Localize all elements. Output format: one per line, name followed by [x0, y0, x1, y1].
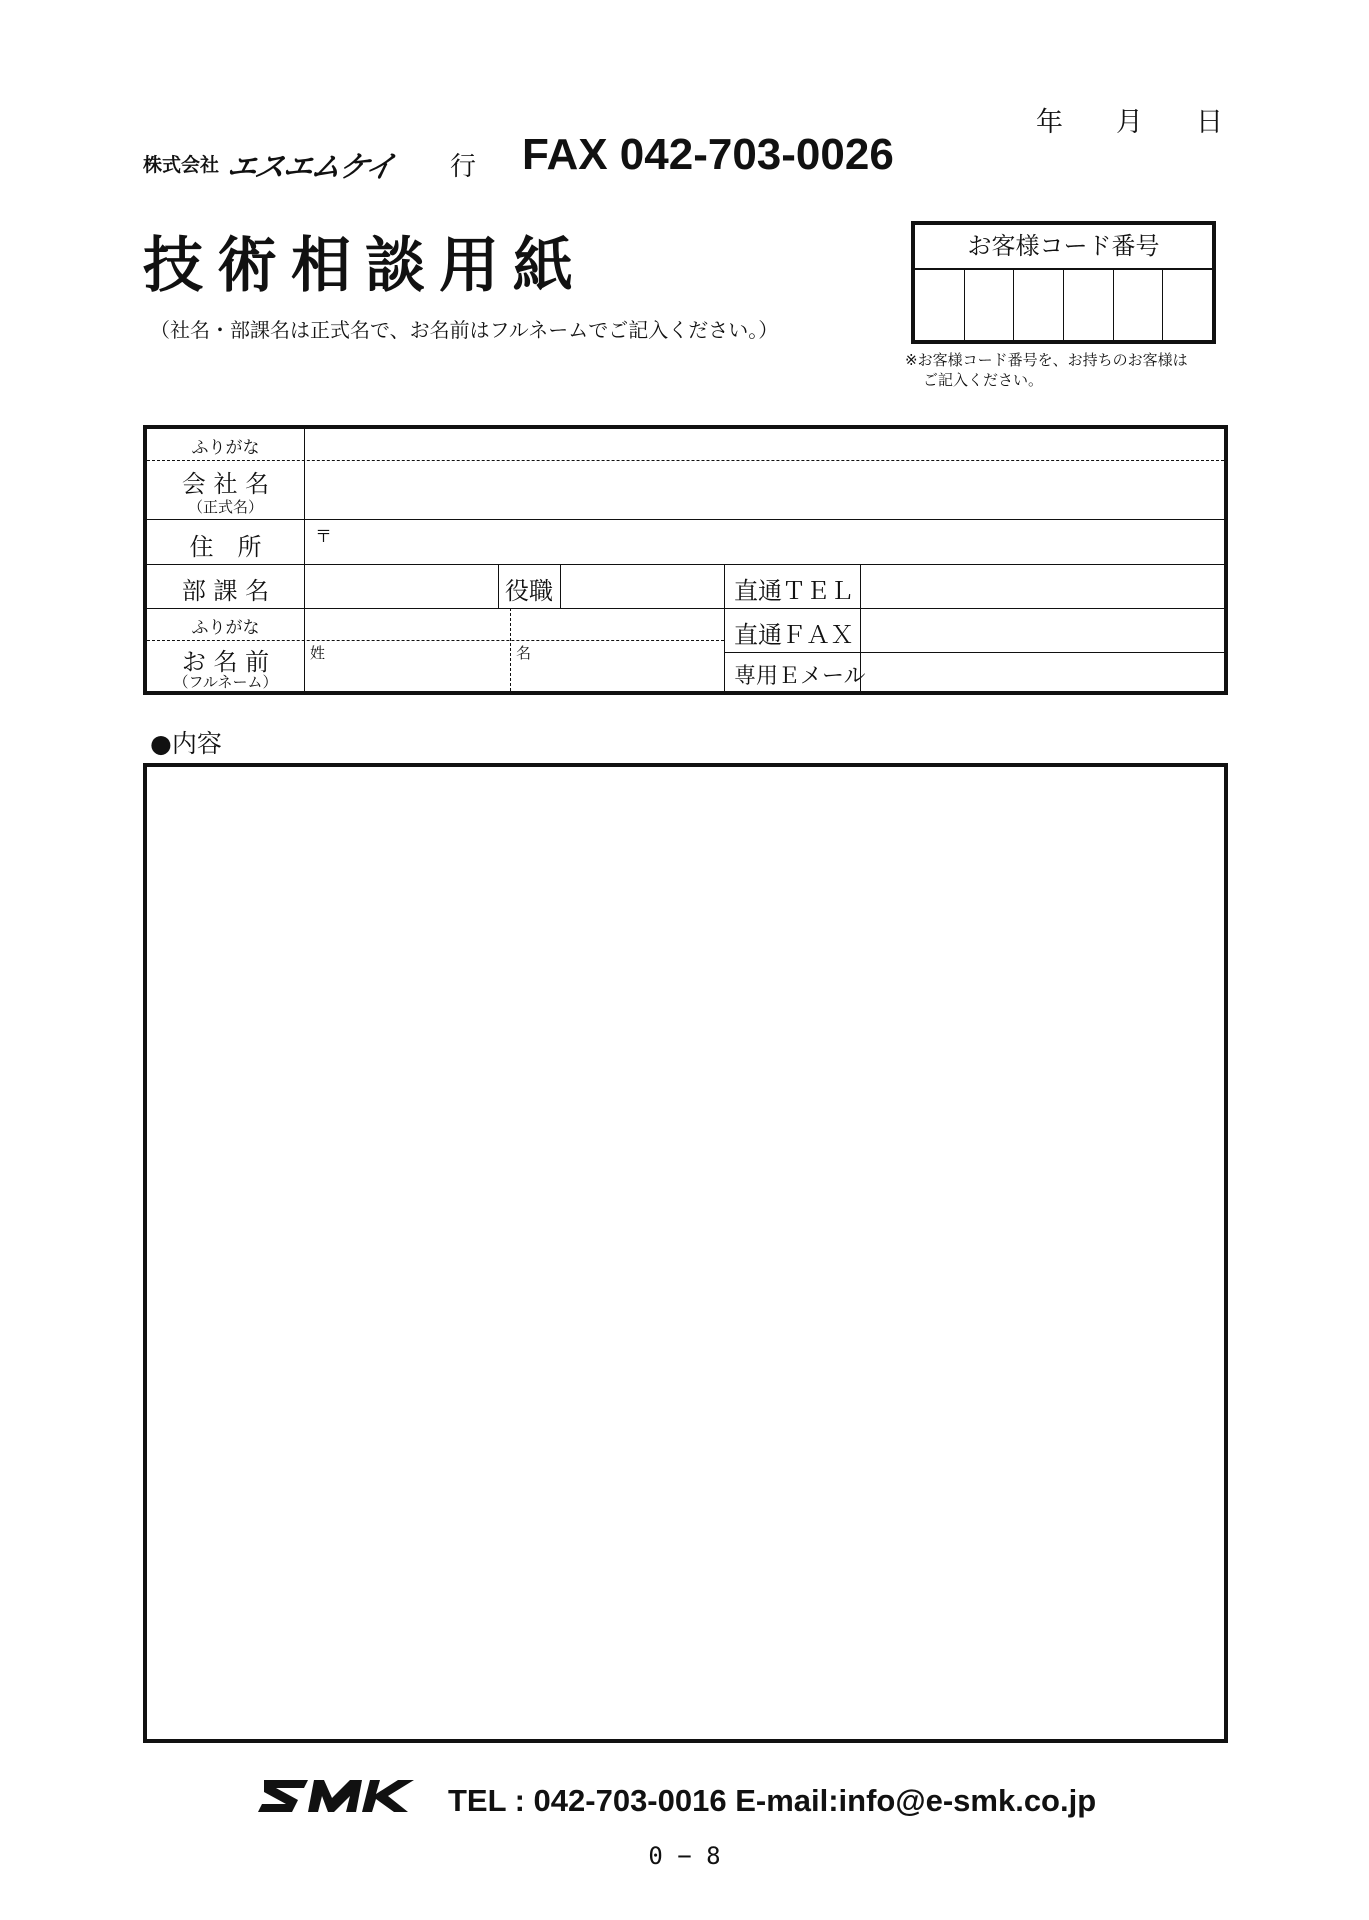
name-sub-label: （フルネーム）	[173, 673, 278, 691]
furigana-label: ふりがな	[191, 438, 260, 458]
cell-divider	[560, 564, 561, 608]
address-label: 住 所	[189, 533, 262, 561]
customer-code-cell[interactable]	[1014, 270, 1064, 340]
instruction-text: （社名・部課名は正式名で、お名前はフルネームでご記入ください。）	[150, 318, 779, 342]
customer-code-cell[interactable]	[965, 270, 1015, 340]
email-label: 専用Ｅメール	[734, 664, 866, 689]
customer-code-note	[905, 350, 1188, 390]
customer-code-note-line1: ※お客様コード番号を、お持ちのお客様は	[905, 351, 1188, 369]
row-divider	[147, 608, 1224, 609]
furigana-label-2: ふりがな	[191, 618, 260, 638]
customer-code-note-line2: ご記入ください。	[923, 371, 1044, 389]
row-divider	[147, 519, 1224, 520]
company-prefix: 株式会社	[143, 154, 220, 176]
customer-code-cell[interactable]	[1114, 270, 1164, 340]
row-divider	[147, 564, 1224, 565]
customer-code-cell[interactable]	[915, 270, 965, 340]
customer-code-box	[911, 221, 1216, 344]
furigana-divider	[147, 640, 724, 641]
page-title: 技術相談用紙	[143, 231, 587, 301]
fax-number-header: FAX 042-703-0026	[522, 130, 894, 179]
company-sub-label: （正式名）	[187, 498, 263, 516]
smk-logo	[258, 1772, 418, 1816]
name-split-divider	[510, 608, 511, 691]
name-label: お 名 前	[181, 648, 270, 676]
customer-code-cell[interactable]	[1163, 270, 1212, 340]
customer-code-cells	[915, 270, 1212, 340]
surname-label: 姓	[310, 644, 326, 662]
customer-code-cell[interactable]	[1064, 270, 1114, 340]
page-number: 0 − 8	[648, 1842, 721, 1870]
label-column-divider	[304, 429, 305, 691]
row-divider	[724, 652, 1224, 653]
company-label: 会 社 名	[181, 470, 270, 498]
customer-code-title: お客様コード番号	[915, 225, 1212, 270]
content-area[interactable]	[143, 763, 1228, 1743]
content-heading: ●内容	[150, 729, 222, 758]
date-year-label: 年	[1036, 107, 1063, 138]
given-name-label: 名	[516, 644, 532, 662]
position-label: 役職	[505, 577, 553, 605]
company-name-logo: エスエムケイ	[223, 150, 397, 185]
furigana-divider	[147, 460, 1224, 461]
fax-label: 直通ＦＡＸ	[734, 621, 854, 649]
date-month-label: 月	[1116, 107, 1143, 138]
customer-info-form	[143, 425, 1228, 695]
tel-label: 直通ＴＥＬ	[734, 577, 854, 605]
postal-mark: 〒	[315, 527, 332, 547]
cell-divider	[724, 564, 725, 691]
footer-contact: TEL : 042-703-0016 E-mail:info@e-smk.co.jp	[448, 1783, 1097, 1818]
department-label: 部 課 名	[181, 577, 270, 605]
date-day-label: 日	[1196, 107, 1223, 138]
addressee-suffix: 行	[450, 152, 477, 182]
